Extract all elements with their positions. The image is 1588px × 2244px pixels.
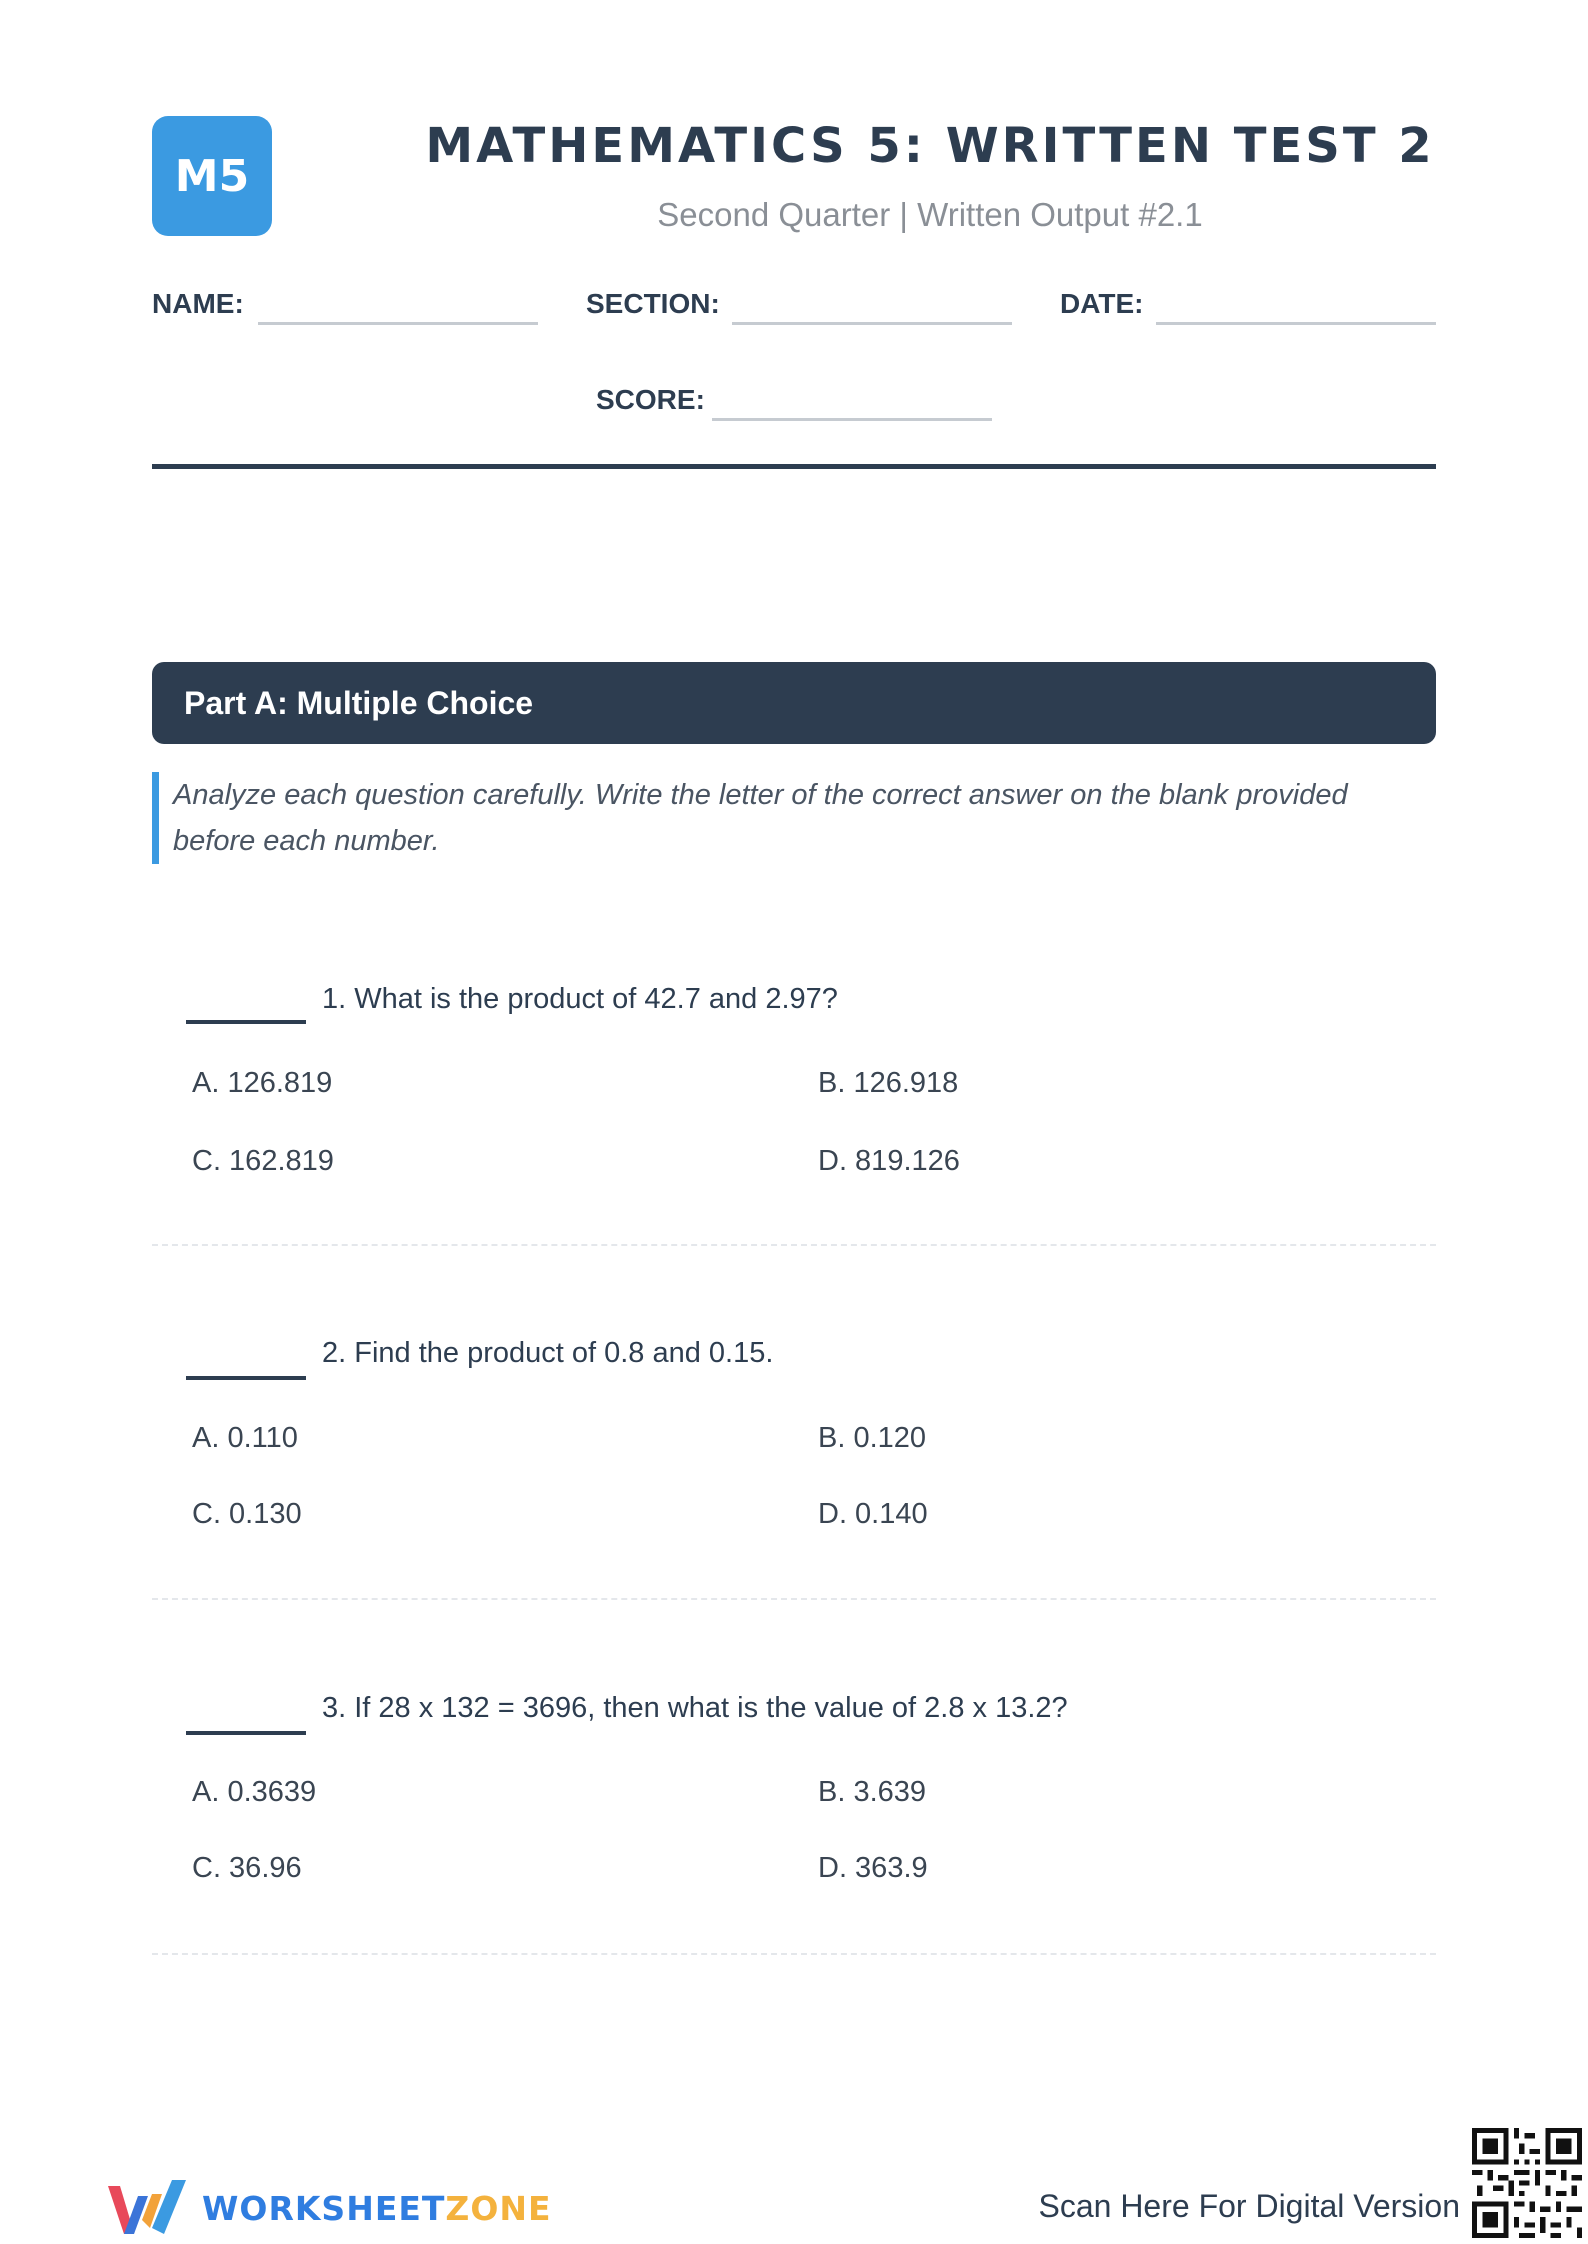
part-a-instructions: Analyze each question carefully. Write the letter of the correct answer on the blank provided before each number. bbox=[152, 772, 1436, 864]
question-2-option-b: B. 0.120 bbox=[818, 1422, 927, 1454]
part-a-title: Part A: Multiple Choice bbox=[184, 684, 534, 721]
question-2-text: 2. Find the product of 0.8 and 0.15. bbox=[322, 1337, 774, 1369]
question-1-text: 1. What is the product of 42.7 and 2.97? bbox=[322, 983, 838, 1015]
question-2-option-d: D. 0.140 bbox=[818, 1498, 928, 1530]
section-field[interactable] bbox=[732, 322, 1012, 325]
question-1-option-d: D. 819.126 bbox=[818, 1145, 960, 1177]
scan-caption: Scan Here For Digital Version bbox=[1038, 2188, 1460, 2224]
page-title: MATHEMATICS 5: WRITTEN TEST 2 bbox=[425, 118, 1435, 174]
question-separator bbox=[152, 1953, 1436, 1955]
question-2-option-c: C. 0.130 bbox=[192, 1498, 302, 1530]
brand-logo bbox=[108, 2180, 552, 2236]
page-subtitle: Second Quarter | Written Output #2.1 bbox=[657, 196, 1203, 233]
brand-name-part2: ZONE bbox=[445, 2188, 552, 2228]
score-label: SCORE: bbox=[596, 384, 705, 415]
answer-blank-1[interactable] bbox=[186, 1020, 306, 1024]
qr-code-icon[interactable] bbox=[1472, 2128, 1582, 2238]
question-3-option-c: C. 36.96 bbox=[192, 1852, 302, 1884]
score-field[interactable] bbox=[712, 418, 992, 421]
question-3-option-a: A. 0.3639 bbox=[192, 1776, 317, 1808]
question-1-option-b: B. 126.918 bbox=[818, 1067, 959, 1099]
date-field[interactable] bbox=[1156, 322, 1436, 325]
question-3-text: 3. If 28 x 132 = 3696, then what is the value of 2.8 x 13.2? bbox=[322, 1692, 1068, 1724]
name-field[interactable] bbox=[258, 322, 538, 325]
date-label: DATE: bbox=[1060, 288, 1144, 319]
section-label: SECTION: bbox=[586, 288, 720, 319]
answer-blank-3[interactable] bbox=[186, 1731, 306, 1735]
question-1-option-c: C. 162.819 bbox=[192, 1145, 334, 1177]
question-3-option-b: B. 3.639 bbox=[818, 1776, 927, 1808]
brand-name-part1: WORKSHEET bbox=[202, 2188, 446, 2228]
part-a-header bbox=[152, 662, 1436, 744]
question-separator bbox=[152, 1598, 1436, 1600]
name-label: NAME: bbox=[152, 288, 244, 319]
answer-blank-2[interactable] bbox=[186, 1376, 306, 1380]
question-separator bbox=[152, 1244, 1436, 1246]
subject-logo: M5 bbox=[152, 116, 272, 236]
question-1-option-a: A. 126.819 bbox=[192, 1067, 333, 1099]
question-3-option-d: D. 363.9 bbox=[818, 1852, 928, 1884]
w-logo-icon bbox=[108, 2180, 188, 2236]
question-2-option-a: A. 0.110 bbox=[192, 1422, 298, 1454]
header-divider bbox=[152, 464, 1436, 469]
